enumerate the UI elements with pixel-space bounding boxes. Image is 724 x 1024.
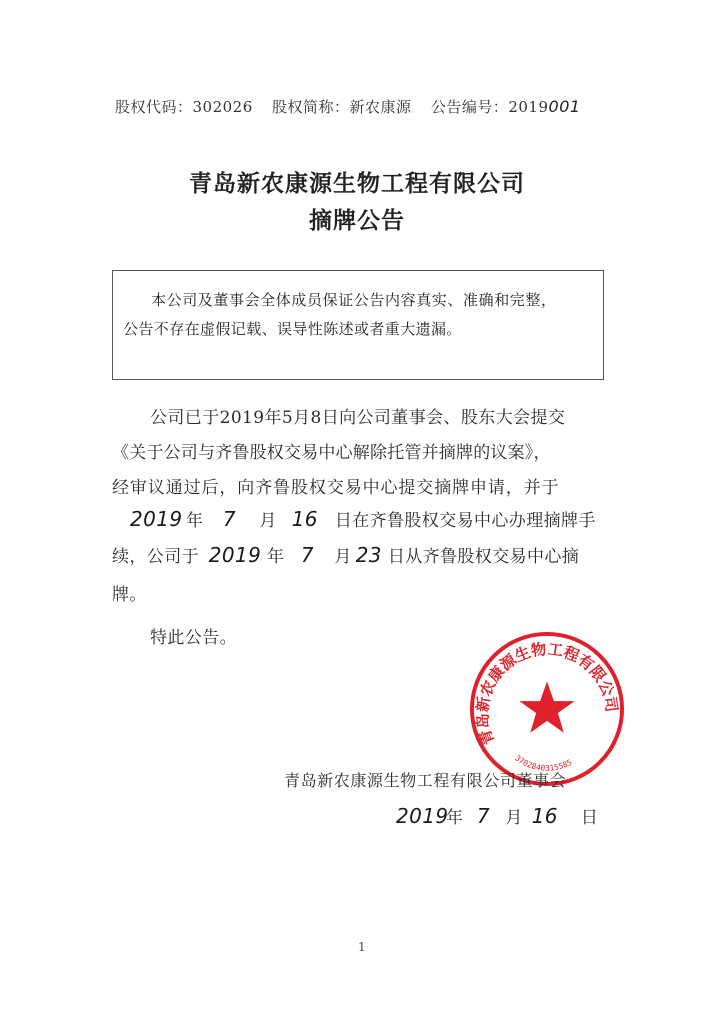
seal-arc-text: 青岛新农康源生物工程有限公司 [473, 640, 621, 748]
closing-line: 特此公告。 [150, 628, 237, 648]
signature-year: 2019 [396, 804, 449, 828]
statement-line-2: 公告不存在虚假记载、误导性陈述或者重大遗漏。 [123, 320, 462, 338]
handwritten-year-2: 2019 [208, 543, 262, 567]
notice-title: 摘牌公告 [309, 207, 405, 234]
body-line-3: 经审议通过后，向齐鲁股权交易中心提交摘牌申请，并于 [112, 478, 560, 498]
signature-day: 16 [531, 804, 558, 828]
notice-number-printed: 公告编号：2019 [430, 98, 549, 116]
handwritten-day: 16 [291, 507, 318, 531]
handwritten-month: 7 [222, 507, 236, 531]
body-line-6: 牌。 [112, 585, 147, 605]
text-rest-2: 日从齐鲁股权交易中心摘 [387, 547, 580, 567]
statement-line-1: 本公司及董事会全体成员保证公告内容真实、准确和完整， [151, 291, 557, 309]
handwritten-year: 2019 [130, 507, 183, 531]
notice-number-handwritten: 001 [548, 97, 581, 116]
text-month-char: 月 [259, 511, 277, 531]
signature-year-char: 年 [446, 808, 464, 828]
stock-code: 股权代码：302026 [115, 98, 253, 116]
page-number: 1 [358, 940, 366, 954]
signature-month-char: 月 [505, 808, 523, 828]
handwritten-day-2: 23 [355, 543, 382, 567]
seal-number: 3702840315585 [513, 753, 574, 773]
statement-box [112, 270, 604, 380]
header-line [115, 96, 581, 117]
body-line-4 [130, 506, 596, 531]
text-year-char-2: 年 [267, 547, 285, 567]
text-month-char-2: 月 [334, 547, 352, 567]
text-year-char: 年 [186, 511, 204, 531]
body-line-5 [112, 542, 579, 567]
body-line-2: 《关于公司与齐鲁股权交易中心解除托管并摘牌的议案》， [112, 443, 551, 463]
handwritten-month-2: 7 [300, 543, 314, 567]
notice-number [431, 98, 581, 116]
text-rest: 日在齐鲁股权交易中心办理摘牌手 [334, 511, 596, 531]
text-prefix: 续，公司于 [112, 547, 199, 567]
signature-organization: 青岛新农康源生物工程有限公司董事会 [284, 771, 567, 790]
signature-day-char: 日 [580, 808, 599, 828]
body-line-1: 公司已于2019年5月8日向公司董事会、股东大会提交 [150, 408, 566, 428]
signature-date [396, 803, 598, 828]
company-seal [468, 630, 626, 788]
stock-abbreviation: 股权简称：新农康源 [272, 98, 412, 116]
signature-month: 7 [476, 804, 490, 828]
company-title: 青岛新农康源生物工程有限公司 [189, 170, 525, 197]
seal-star [519, 681, 574, 732]
